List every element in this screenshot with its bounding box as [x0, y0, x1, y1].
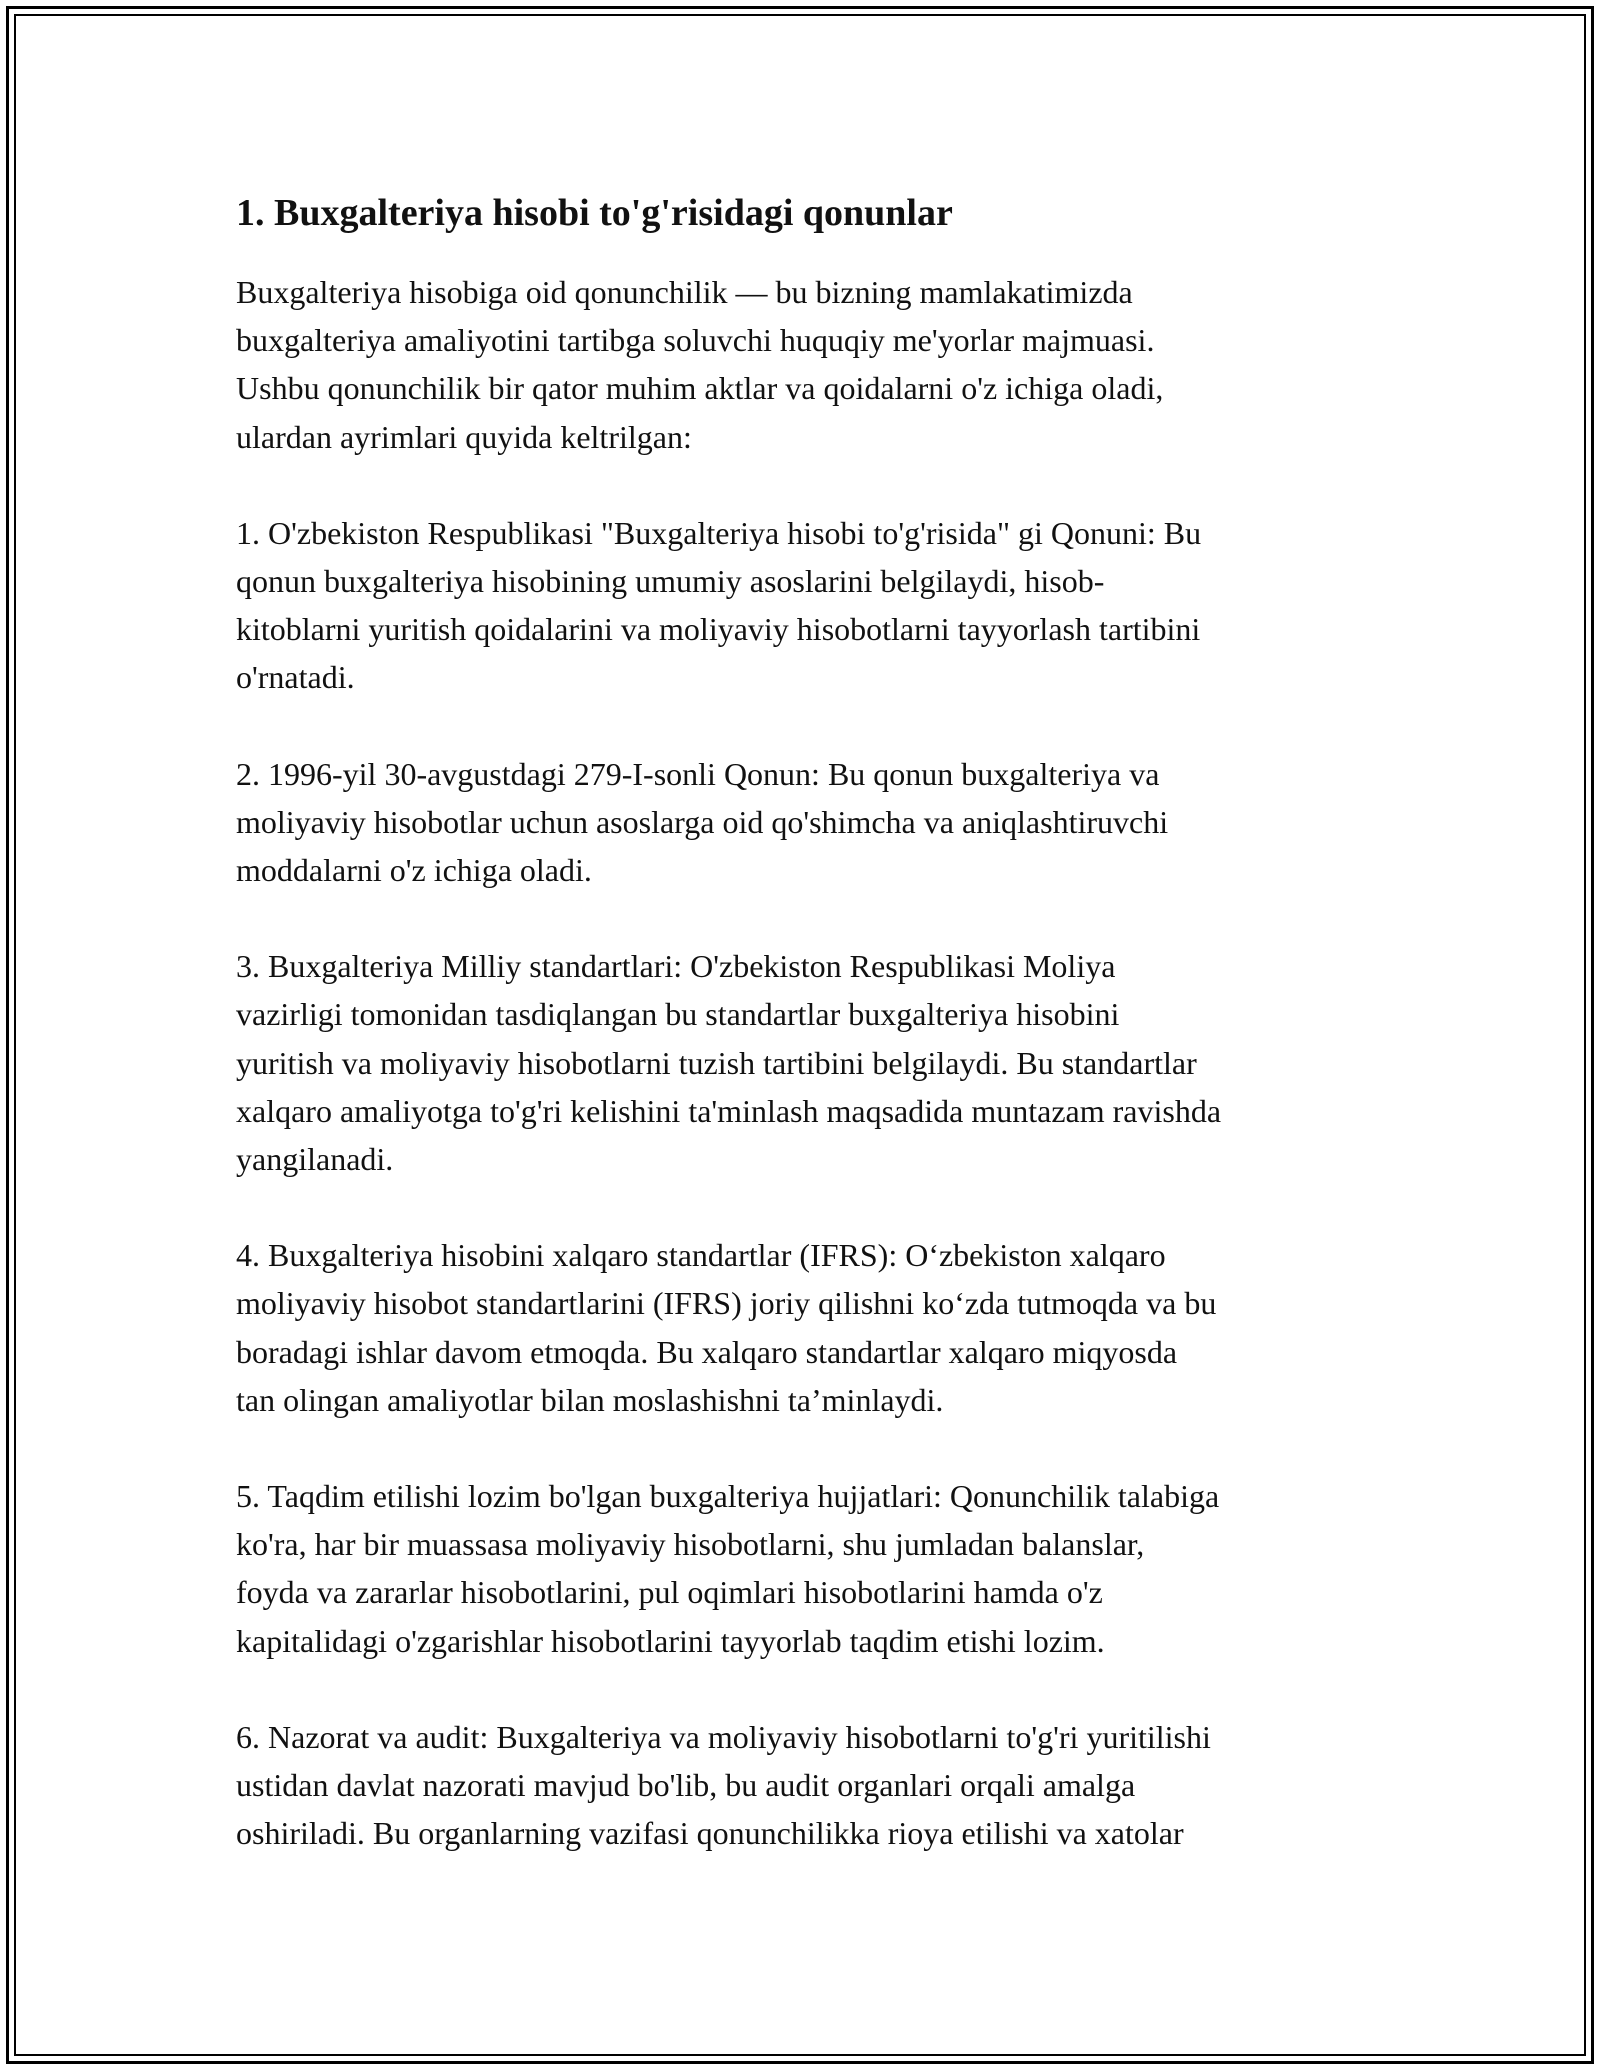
list-item-3-paragraph [236, 942, 1376, 1183]
list-item-4-paragraph [236, 1231, 1376, 1424]
text-line: Ushbu qonunchilik bir qator muhim aktlar va qoidalarni o'z ichiga oladi, [236, 370, 1164, 407]
list-item-1-paragraph [236, 509, 1376, 702]
text-line: buxgalteriya amaliyotini tartibga soluvchi huquqiy me'yorlar majmuasi. [236, 322, 1155, 359]
text-line: moliyaviy hisobot standartlarini (IFRS) joriy qilishni ko‘zda tutmoqda va bu [236, 1285, 1217, 1322]
text-line: qonun buxgalteriya hisobining umumiy asoslarini belgilaydi, hisob- [236, 563, 1105, 600]
text-line: moddalarni o'z ichiga oladi. [236, 852, 592, 889]
text-line: oshiriladi. Bu organlarning vazifasi qonunchilikka rioya etilishi va xatolar [236, 1815, 1184, 1852]
text-line: 1. O'zbekiston Respublikasi "Buxgalteriya hisobi to'g'risida" gi Qonuni: Bu [236, 514, 1202, 551]
text-line: yuritish va moliyaviy hisobotlarni tuzish tartibini belgilaydi. Bu standartlar [236, 1044, 1197, 1081]
text-line: boradagi ishlar davom etmoqda. Bu xalqaro standartlar xalqaro miqyosda [236, 1333, 1178, 1370]
text-line: 4. Buxgalteriya hisobini xalqaro standartlar (IFRS): O‘zbekiston xalqaro [236, 1237, 1166, 1274]
text-line: 3. Buxgalteriya Milliy standartlari: O'zbekiston Respublikasi Moliya [236, 948, 1116, 985]
text-line: 6. Nazorat va audit: Buxgalteriya va moliyaviy hisobotlarni to'g'ri yuritilishi [236, 1718, 1211, 1755]
text-line: yangilanadi. [236, 1141, 394, 1178]
document-title: 1. Buxgalteriya hisobi to'g'risidagi qonunlar [236, 192, 953, 234]
document-body [236, 186, 1376, 1905]
text-line: ustidan davlat nazorati mavjud bo'lib, bu audit organlari orqali amalga [236, 1767, 1136, 1804]
text-line: 2. 1996-yil 30-avgustdagi 279-I-sonli Qonun: Bu qonun buxgalteriya va [236, 755, 1160, 792]
text-line: ulardan ayrimlari quyida keltrilgan: [236, 418, 692, 455]
text-line: moliyaviy hisobotlar uchun asoslarga oid qo'shimcha va aniqlashtiruvchi [236, 803, 1169, 840]
text-line: o'rnatadi. [236, 659, 355, 696]
text-line: Buxgalteriya hisobiga oid qonunchilik — bu bizning mamlakatimizda [236, 274, 1133, 310]
list-item-2-paragraph [236, 750, 1376, 895]
text-line: vazirligi tomonidan tasdiqlangan bu standartlar buxgalteriya hisobini [236, 996, 1120, 1033]
text-line: tan olingan amaliyotlar bilan moslashishni ta’minlaydi. [236, 1381, 944, 1418]
list-item-6-paragraph [236, 1713, 1376, 1858]
text-line: ko'ra, har bir muassasa moliyaviy hisobotlarni, shu jumladan balanslar, [236, 1526, 1145, 1563]
text-line: kitoblarni yuritish qoidalarini va moliyaviy hisobotlarni tayyorlash tartibini [236, 611, 1201, 648]
text-line: 5. Taqdim etilishi lozim bo'lgan buxgalteriya hujjatlari: Qonunchilik talabiga [236, 1478, 1220, 1515]
intro-paragraph [236, 268, 1376, 461]
text-line: xalqaro amaliyotga to'g'ri kelishini ta'minlash maqsadida muntazam ravishda [236, 1092, 1222, 1129]
text-line: foyda va zararlar hisobotlarini, pul oqimlari hisobotlarini hamda o'z [236, 1574, 1103, 1611]
list-item-5-paragraph [236, 1472, 1376, 1665]
text-line: kapitalidagi o'zgarishlar hisobotlarini tayyorlab taqdim etishi lozim. [236, 1622, 1105, 1659]
